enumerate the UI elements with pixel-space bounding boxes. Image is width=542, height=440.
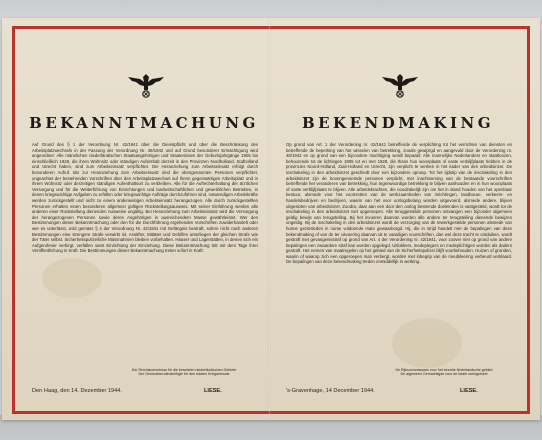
- signature-line-1: De Rijkscommissaris voor het bezette Nederlandsche gebied: [395, 368, 493, 372]
- dateline-dutch: 's-Gravenhage, 14 December 1944.: [286, 388, 375, 394]
- eagle-emblem-icon: [380, 68, 420, 98]
- signature-block-german: [114, 368, 254, 377]
- signature-line-1: Der Reichskommissar für die besetzten niederländischen Gebiete: [131, 368, 237, 372]
- signature-line-2: De algemeen Gemachtigde voor de totale oorlogsinzet: [400, 372, 488, 377]
- notice-body-german: Auf Grund des § 1 der Verordnung Nr. 42/1941 über die Dienstpflicht und über die Beschränkung des Arbeitsplatzwechsels in der Fassung der Verordnung Nr. 48/1942 und auf Grund besonderer Ermächtigung wird angeordnet: Alle männlichen niederländischen Staatsangehörigen und Staatenlosen der Geburtsjahrgänge 1905 bis einschließlich 1928, die ihren Wohnsitz oder ständigen Aufenthalt derzeit in den Provinzen Nordholland, Südholland und Utrecht haben, sind zum Arbeitseinsatz verpflichtet. Die Heranziehung zum Arbeitseinsatz erfolgt durch besonderen Aufruf. Bis zur Heranziehung zum Arbeitseinsatz sind die obengenannten Personen verpflichtet, ungeachtet der bestehenden Vorschriften über den Arbeitsplatzwechsel auf ihrem gegenwärtigen Arbeitsplatz und in ihrem Wohnsitz oder derzeitigen ständigen Aufenthaltsort zu verbleiben. Alle für die Aufrechterhaltung der ärztlichen Versorgung und für die Weiterführung von Einrichtungen und landwirtschaftlichen und gewerblichen Betrieben, in denen kriegswichtige Aufgaben zu erfüllen oder kriegswichtige Aufträge durchzuführen sind, notwendigen Arbeitskräfte werden zurückgestellt und nicht zu einem anderweitigen Arbeitseinsatz herangezogen. Alle durch zurückgestellten Personen erhalten einen besonderen allgemein gültigen Rückstellungsausweis. Mit seiner Einführung werden alle anderen einer Rückstellung dienenden Ausweise ungültig. Bei Heranziehung zum Arbeitseinsatz wird die Versorgung der herangezogenen Personen sowie deren Angehörigen in ausreichendem Masse gewährleistet. Wer den Bestimmungen dieser Bekanntmachung oder den für die Durchführung ergehenden Vorschriften zuwiderhandelt oder wer es unterlässt, wird gemäss § 4 der Verordnung Nr. 42/1941 mit Gefängnis bestraft, sofern nicht nach anderen Bestimmungen eine strengere Strafe verwirkt ist. Anstifter, Mittäter und Gehilfen unterliegen der gleichen Strafe wie der Täter selbst. Sicherheitspolizeiliche Massnahmen bleiben vorbehalten. Häuser und Lagerstätten, in denen sich ein Aufgerufener verbirgt, verfallen samt Einrichtung der Einziehung. Diese Bekanntmachung tritt mit dem Tage ihrer Veröffentlichung in Kraft. Die Bestimmungen dieser Bekanntmachung treten sofort in Kraft.: [32, 142, 258, 254]
- panel-dutch: [278, 36, 518, 406]
- center-fold: [268, 18, 271, 420]
- signer-name-german: LIESE.: [204, 388, 222, 394]
- dateline-german: Den Haag, den 14. Dezember 1944.: [32, 388, 122, 394]
- signature-block-dutch: [374, 368, 514, 377]
- poster-sheet: [2, 18, 540, 420]
- notice-title-dutch: BEKENDMAKING: [301, 114, 495, 132]
- signature-line-2: Der Generalbevollmächtigte für den totalen Kriegseinsatz: [138, 372, 230, 377]
- notice-title-german: BEKANNTMACHUNG: [29, 114, 259, 132]
- notice-body-dutch: Op grond van Art. 1 der Verordening nr. 42/1941 betreffende de verplichting tot het verrichten van diensten en betreffende de beperking van het wisselen van betrekking, zooals gewijzigd en aangevuld door de Verordening nr. 48/1942 en op grond van een bijzondere machtiging wordt bepaald: Alle mannelijke Nederlanders en staatloozen, behoorende tot de lichtingen 1905 tot en met 1928, die thans hun woonplaats of vaste verblijfplaats hebben in de provincies Noord-Holland, Zuid-Holland en Utrecht, zijn verplicht te werken in het kader van den arbeidsinzet. De inschakeling in den arbeidsinzet geschiedt door een bijzondere oproep. Tot het tijdstip van de inschakeling in den arbeidsinzet zijn de bovengenoemde personen verplicht, met inachtneming van de bestaande voorschriften betreffende het veranderen van betrekking, hun tegenwoordige betrekking te blijven aanhouden en in hun woonplaats of vaste verblijfplaats te blijven. Alle arbeidskrachten, die noodzakelijk zijn om het in stand houden van het openbaar bestuur, alsmede voor het voortzetten van de werkzaamheden van inrichtingen, landbouw-, verkeers- en handelsbedrijven en bedrijven, waarin van het voor oorlogsbelang worden uitgevoerd, alsmede andere, blijven uitgesloten van arbeidsinzet. Zoodra, daar aan een door den oorlog bestemde doeleinden is vastgesteld, wordt tot de inschakeling in den arbeidsinzet niet opgeroepen. Alle teruggestelde personen ontvangen een bijzonder algemeen geldig bewijs van terugstelling. Bij het invoeren daarvan worden alle andere ter terugstelling dienende bewijzen ongeldig. Bij de inschakeling in den arbeidsinzet wordt de verzorging van de tewerkgestelde personen alsmede van hunne gezinsleden in ruime voldoende mate gewaarborgd. Hij, die in strijd handelt met de bepalingen van deze bekendmaking of van de ter uitvoering daarvan uit te vaardigen voorschriften, dan wel deze tracht te ontduiken, wordt gestraft met gevangenisstraf op grond van Art. 4 der Verordening nr. 42/1941, voor zoover niet op grond van andere bepalingen een zwaardere straf kan worden opgelegd. Uitlokkers, medeplegers en medeplichtigen worden als daders gestraft. Het nemen van maatregelen op het gebied van de Sicherheitspolizei blijft voorbehouden. Huizen of gronden, waarin of waarop zich een opgeroepen man verbergt, worden met inbegrip van de meubileering verbeurd verklaard. De bepalingen van deze bekendmaking treden onmiddellijk in werking.: [286, 142, 512, 265]
- panel-german: [24, 36, 264, 406]
- signer-name-dutch: LIESE.: [460, 388, 478, 394]
- eagle-emblem-icon: [126, 68, 166, 98]
